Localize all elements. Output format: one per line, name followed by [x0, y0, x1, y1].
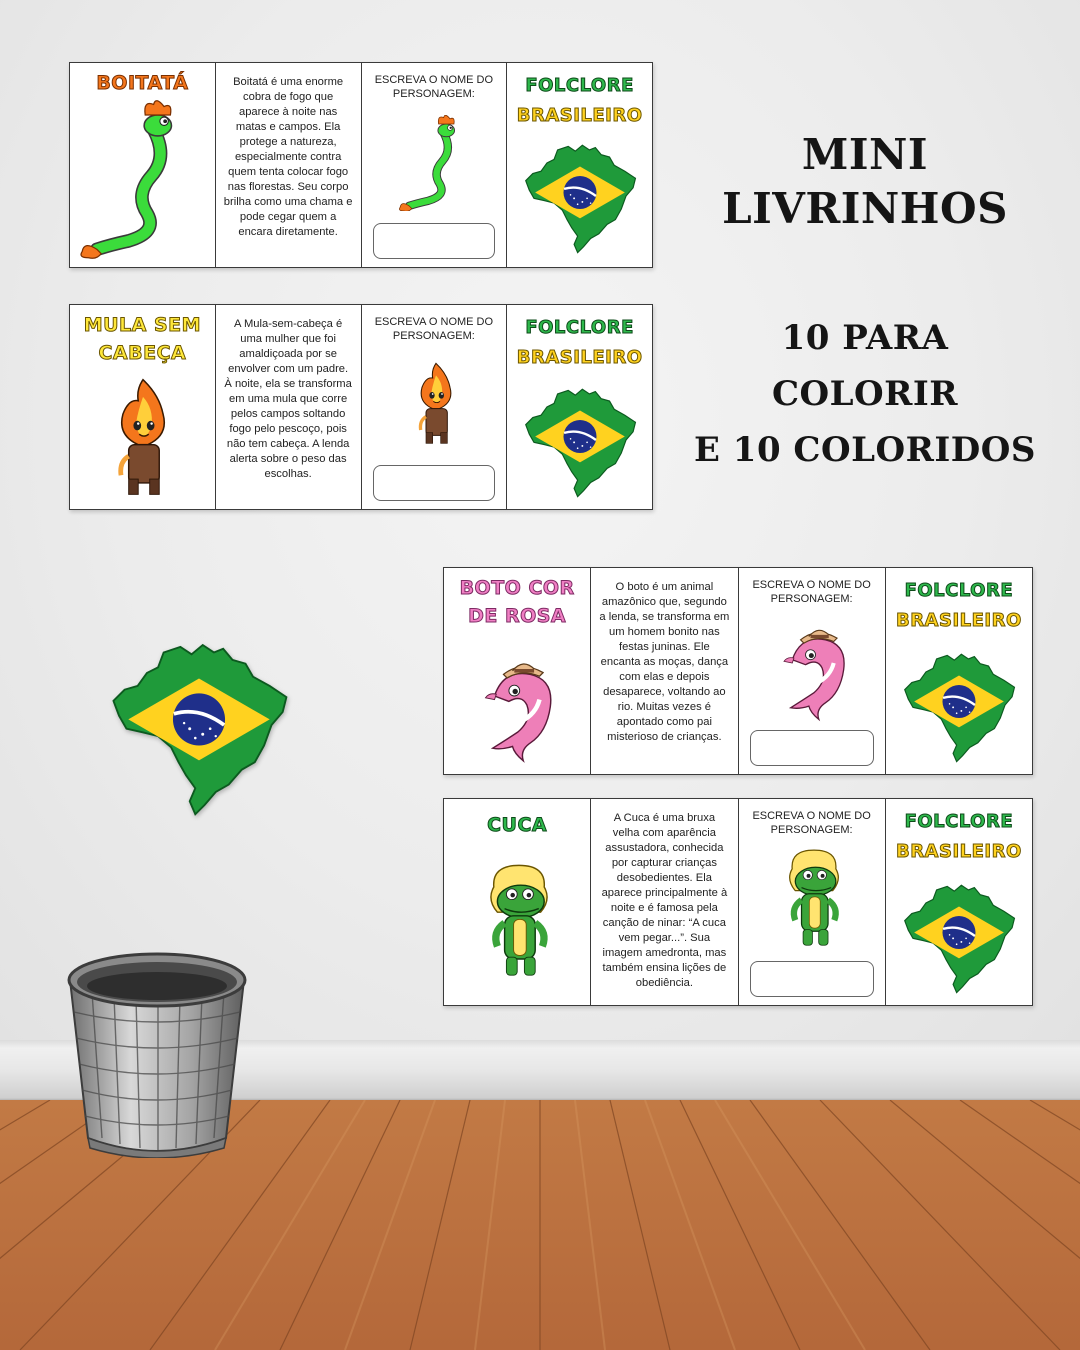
- write-name-panel: [362, 305, 508, 509]
- flame-mule-icon: [100, 375, 186, 501]
- back-cover-panel: [507, 305, 652, 509]
- headline-subtitle: [690, 310, 1040, 478]
- cover-panel: [444, 799, 591, 1005]
- folclore-label: FOLCLORE: [904, 811, 1014, 832]
- brasileiro-label: BRASILEIRO: [516, 347, 643, 368]
- headline-line-4: E 10 COLORIDOS: [694, 430, 1036, 470]
- write-name-label: ESCREVA O NOME DO PERSONAGEM:: [752, 810, 871, 836]
- story-panel: [216, 63, 362, 267]
- write-name-label: ESCREVA O NOME DO PERSONAGEM:: [374, 316, 494, 342]
- brazil-map-icon: [900, 877, 1018, 995]
- story-text: A Mula-sem-cabeça é uma mulher que foi amaldiçoada por se envolver com um padre. À noite, ela se transforma em uma mula que corre pelos campos soltando fogo pelo pescoço, pois não tem cabeça. A lenda alerta sobre o peso das escolhas.: [224, 318, 352, 480]
- headline-line-2: LIVRINHOS: [722, 184, 1008, 233]
- write-name-label: ESCREVA O NOME DO PERSONAGEM:: [374, 74, 494, 100]
- brasileiro-label: BRASILEIRO: [895, 610, 1022, 631]
- headline-line-3: 10 PARA COLORIR: [771, 318, 959, 414]
- folclore-label: FOLCLORE: [525, 317, 634, 338]
- folclore-label: FOLCLORE: [525, 75, 634, 96]
- cuca-icon: [775, 841, 853, 959]
- booklet-mula-sem-cabeca: [69, 304, 653, 510]
- name-input-box[interactable]: [750, 730, 874, 766]
- back-cover-panel: [507, 63, 652, 267]
- brazil-map-icon: [521, 137, 639, 255]
- cover-panel: [444, 568, 591, 774]
- back-cover-panel: [886, 799, 1032, 1005]
- cover-title: CUCA: [487, 814, 548, 836]
- brazil-map-icon[interactable]: [106, 632, 292, 818]
- story-text: A Cuca é uma bruxa velha com aparência assustadora, conhecida por capturar crianças desobedientes. Ela aparece principalmente à noite e é famosa pela canção de ninar: “A cuca vem pegar...”. Sua imagem amedronta, mas também ensina lições de obediência.: [601, 812, 728, 989]
- booklet-boitata: [69, 62, 653, 268]
- trash-can-icon[interactable]: [62, 942, 252, 1158]
- headline-line-1: MINI: [801, 130, 929, 179]
- name-input-box[interactable]: [373, 223, 496, 259]
- name-input-box[interactable]: [373, 465, 496, 501]
- brasileiro-label: BRASILEIRO: [516, 105, 643, 126]
- booklet-boto-cor-de-rosa: [443, 567, 1033, 775]
- story-panel: [216, 305, 362, 509]
- booklet-cuca: [443, 798, 1033, 1006]
- write-name-label: ESCREVA O NOME DO PERSONAGEM:: [752, 579, 871, 605]
- cover-title: MULA SEM CABEÇA: [83, 314, 202, 364]
- story-text: O boto é um animal amazônico que, segundo a lenda, se transforma em um homem bonito nas festas juninas. Ele encanta as moças, dança com elas e depois desaparece, voltando ao rio. Muitas vezes é apontado como pai misterioso de crianças.: [599, 581, 730, 743]
- story-text: Boitatá é uma enorme cobra de fogo que aparece à noite nas matas e campos. Ela protege a natureza, especialmente contra quem tenta colocar fogo nas florestas. Seu corpo brilha como uma chama e pode cegar quem a encara diretamente.: [223, 76, 353, 238]
- back-cover-panel: [886, 568, 1032, 774]
- cuca-icon: [474, 853, 564, 993]
- write-name-panel: [739, 799, 886, 1005]
- snake-icon: [78, 99, 204, 259]
- brasileiro-label: BRASILEIRO: [895, 841, 1022, 862]
- cover-panel: [70, 305, 216, 509]
- story-panel: [591, 568, 738, 774]
- brazil-map-icon: [900, 646, 1018, 764]
- cover-panel: [70, 63, 216, 267]
- brazil-map-icon: [521, 381, 639, 499]
- headline-title: [690, 128, 1040, 236]
- snake-icon: [376, 115, 496, 211]
- story-panel: [591, 799, 738, 1005]
- name-input-box[interactable]: [750, 961, 874, 997]
- flame-mule-icon: [406, 343, 466, 465]
- pink-dolphin-icon: [767, 610, 859, 726]
- write-name-panel: [739, 568, 886, 774]
- cover-title: BOITATÁ: [96, 72, 189, 94]
- folclore-label: FOLCLORE: [904, 580, 1014, 601]
- write-name-panel: [362, 63, 508, 267]
- pink-dolphin-icon: [462, 642, 572, 768]
- cover-title: BOTO COR DE ROSA: [459, 577, 575, 627]
